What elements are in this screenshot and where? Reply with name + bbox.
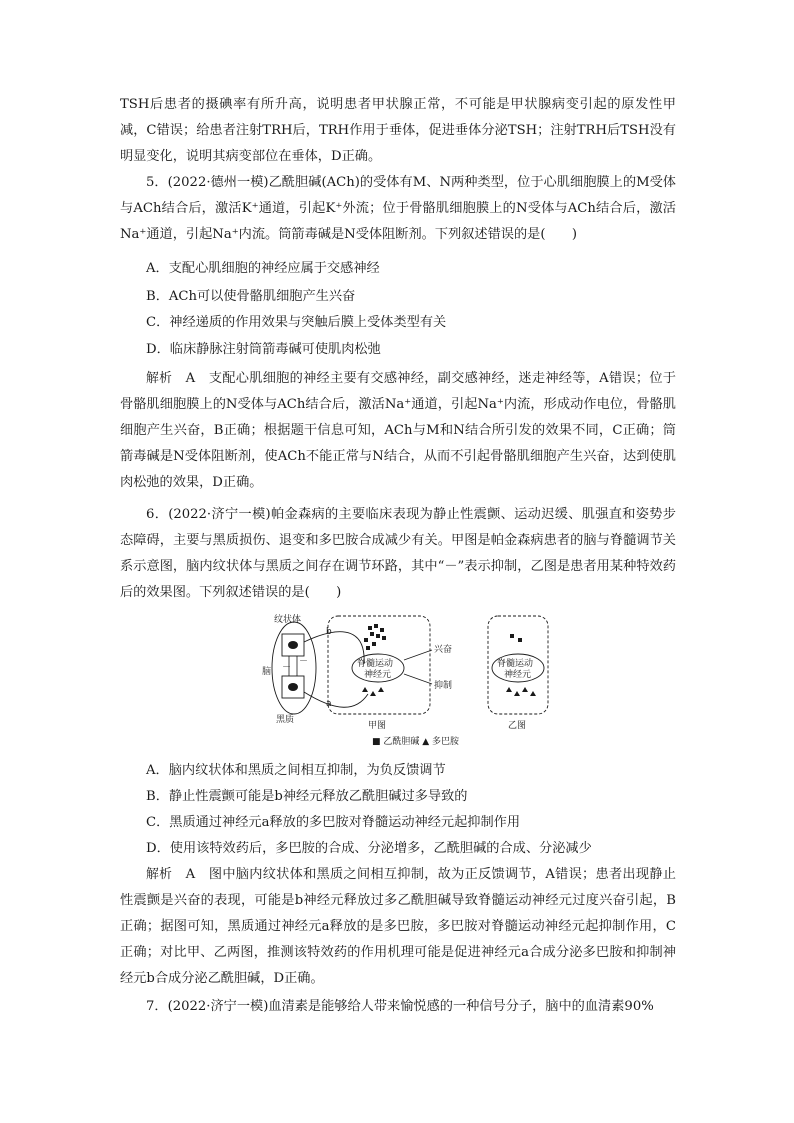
question-7-stem: 7．(2022·济宁一模)血清素是能够给人带来愉悦感的一种信号分子，脑中的血清素90% bbox=[146, 999, 654, 1014]
question-5-option-b: B．ACh可以使骨骼肌细胞产生兴奋 bbox=[146, 289, 356, 304]
question-6-option-b: B．静止性震颤可能是b神经元释放乙酰胆碱过多导致的 bbox=[146, 789, 468, 804]
question-5-option-c: C．神经递质的作用效果与突触后膜上受体类型有关 bbox=[146, 315, 447, 330]
label-striatum: 纹状体 bbox=[274, 615, 302, 625]
analysis-label: 解析 bbox=[146, 867, 173, 882]
question-6-analysis bbox=[120, 862, 676, 992]
striatum-nucleus bbox=[288, 641, 298, 649]
acetylcholine-dots-yi bbox=[510, 634, 522, 642]
neuron-label-jia: 脊髓运动 bbox=[357, 659, 394, 669]
question-6-stem: 6．(2022·济宁一模)帕金森病的主要临床表现为静止性震颤、运动迟缓、肌强直和姿势步态障碍，主要与黑质损伤、退变和多巴胺合成减少有关。甲图是帕金森病患者的脑与脊髓调节关系示意图，脑内纹状体与黑质之间存在调节环路，其中“－”表示抑制，乙图是患者用某种特效药后的效果图。下列叙述错误的是( ) bbox=[120, 507, 676, 600]
question-5-stem: 5．(2022·德州一模)乙酰胆碱(ACh)的受体有M、N两种类型，位于心肌细胞膜上的M受体与ACh结合后，激活K⁺通道，引起K⁺外流；位于骨骼肌细胞膜上的N受体与ACh结合后，激活Na⁺通道，引起Na⁺内流。筒箭毒碱是N受体阻断剂。下列叙述错误的是( ) bbox=[120, 175, 676, 242]
question-6-option-d: D．使用该特效药后，多巴胺的合成、分泌增多，乙酰胆碱的合成、分泌减少 bbox=[146, 841, 592, 856]
analysis-text: A 图中脑内纹状体和黑质之间相互抑制，故为正反馈调节，A错误；患者出现静止性震颤是兴奋的表现，可能是b神经元释放过多乙酰胆碱导致脊髓运动神经元过度兴奋引起，B正确；据图可知，黑质通过神经元a释放的是多巴胺，多巴胺对脊髓运动神经元起抑制作用，C正确；对比甲、乙两图，推测该特效药的作用机理可能是促进神经元a合成分泌多巴胺和抑制神经元b合成分泌乙酰胆碱，D正确。 bbox=[120, 867, 676, 986]
question-5-option-a: A．支配心肌细胞的神经应属于交感神经 bbox=[146, 261, 380, 276]
label-b: b bbox=[326, 627, 332, 637]
question-5-analysis bbox=[120, 366, 676, 496]
minus-sign-2: － bbox=[282, 663, 292, 673]
excite-arrow bbox=[404, 650, 432, 660]
analysis-text: A 支配心肌细胞的神经主要有交感神经，副交感神经，迷走神经等，A错误；位于骨骼肌细胞膜上的N受体与ACh结合后，激活Na⁺通道，引起Na⁺内流，形成动作电位，骨骼肌细胞产生兴奋，B正确；根据题干信息可知，ACh与M和N结合所引发的效果不同，C正确；筒箭毒碱是N受体阻断剂，使ACh不能正常与N结合，从而不引起骨骼肌细胞产生兴奋，达到使肌肉松弛的效果，D正确。 bbox=[120, 371, 676, 490]
neuron-b-path bbox=[304, 632, 364, 664]
diagram-svg bbox=[256, 612, 556, 752]
neuron-label-yi: 脊髓运动 bbox=[497, 659, 534, 669]
label-excite: 兴奋 bbox=[434, 645, 453, 655]
question-5-option-d: D．临床静脉注射筒箭毒碱可使肌肉松弛 bbox=[146, 342, 381, 357]
neuron-label-yi-2: 神经元 bbox=[504, 670, 532, 680]
figure-yi-caption: 乙图 bbox=[508, 721, 527, 731]
dopamine-triangles-jia bbox=[362, 687, 384, 696]
neuron-a-path bbox=[304, 692, 368, 707]
question-6-option-c: C．黑质通过神经元a释放的多巴胺对脊髓运动神经元起抑制作用 bbox=[146, 815, 521, 830]
nerve-regulation-diagram bbox=[256, 612, 556, 752]
neuron-label-jia-2: 神经元 bbox=[364, 670, 392, 680]
label-substantia-nigra: 黑质 bbox=[276, 715, 295, 725]
label-brain: 脑 bbox=[262, 667, 272, 677]
nigra-nucleus bbox=[288, 683, 298, 691]
label-a: a bbox=[326, 699, 332, 709]
dopamine-triangles-yi bbox=[506, 687, 536, 696]
acetylcholine-dots-jia bbox=[364, 624, 386, 650]
inhibit-arrow bbox=[404, 674, 432, 684]
question-6-option-a: A．脑内纹状体和黑质之间相互抑制，为负反馈调节 bbox=[146, 763, 446, 778]
brain-oval bbox=[272, 622, 316, 714]
minus-sign-1: － bbox=[299, 657, 309, 667]
diagram-legend: ■ 乙酰胆碱 ▲ 多巴胺 bbox=[372, 737, 460, 747]
label-inhibit: 抑制 bbox=[434, 681, 453, 691]
figure-jia-caption: 甲图 bbox=[368, 721, 387, 731]
analysis-label: 解析 bbox=[146, 371, 173, 386]
paragraph-continuation: TSH后患者的摄碘率有所升高，说明患者甲状腺正常，不可能是甲状腺病变引起的原发性甲减，C错误；给患者注射TRH后，TRH作用于垂体，促进垂体分泌TSH；注射TRH后TSH没有明显变化，说明其病变部位在垂体，D正确。 bbox=[120, 97, 676, 164]
